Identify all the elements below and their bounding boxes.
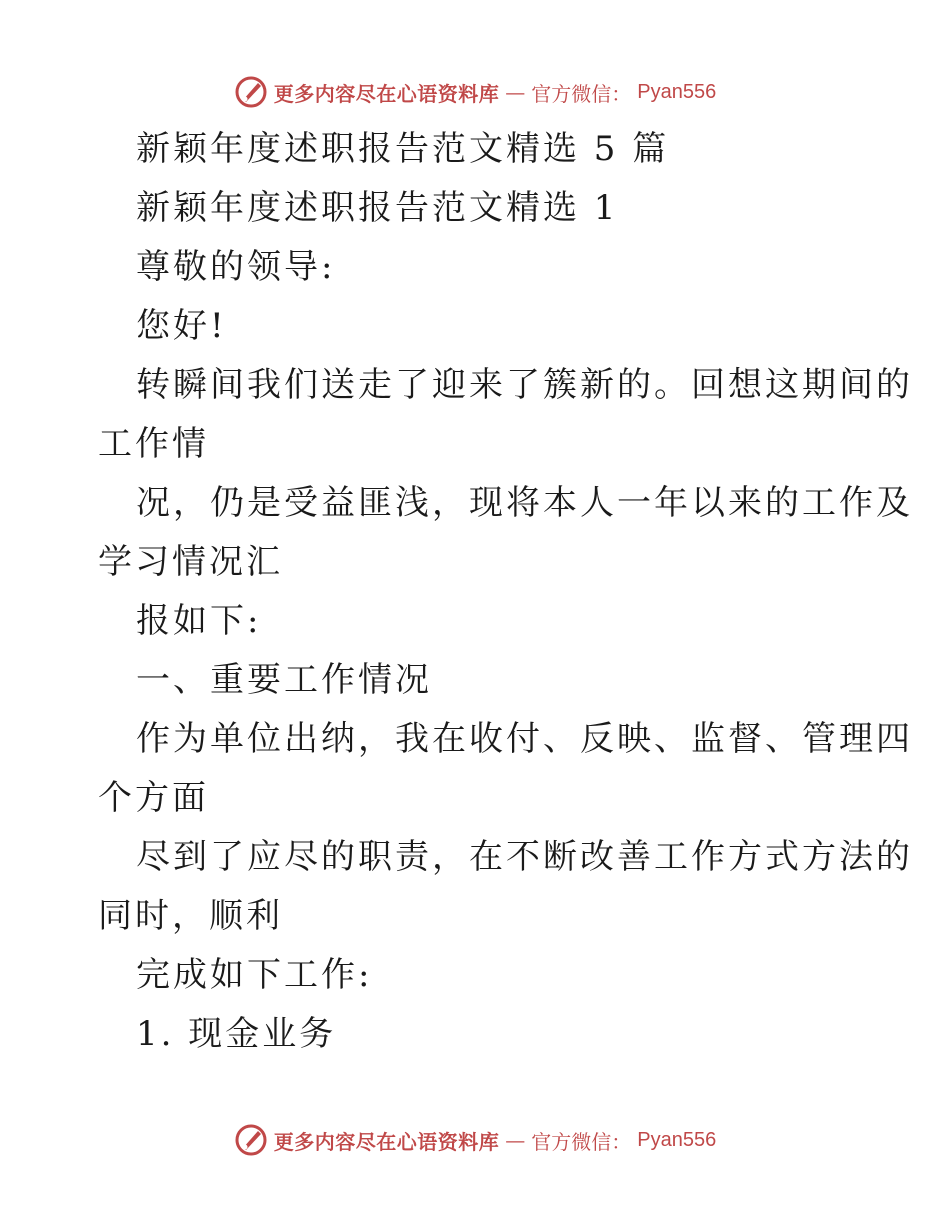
paragraph-line: 学习情况汇 <box>98 542 283 582</box>
paragraph-line: 况，仍是受益匪浅，现将本人一年以来的工作及 <box>136 483 913 523</box>
footer-watermark <box>0 1120 950 1160</box>
watermark-dash: — <box>505 80 526 104</box>
watermark-wechat-id: Pyan556 <box>637 80 717 103</box>
paragraph-line: 工作情 <box>98 424 209 464</box>
feather-pen-logo-icon <box>234 1123 268 1157</box>
salutation: 尊敬的领导: <box>136 247 336 287</box>
header-watermark <box>0 72 950 112</box>
subheading: 一、重要工作情况 <box>136 660 432 700</box>
feather-pen-logo-icon <box>234 75 268 109</box>
document-title: 新颖年度述职报告范文精选 5 篇 <box>136 129 670 169</box>
list-item-heading: 1. 现金业务 <box>136 1014 337 1054</box>
watermark-dash: — <box>505 1128 526 1152</box>
section-title: 新颖年度述职报告范文精选 1 <box>136 188 619 228</box>
paragraph-line: 转瞬间我们送走了迎来了簇新的。回想这期间的 <box>136 365 913 405</box>
paragraph-line: 同时，顺利 <box>98 896 283 936</box>
watermark-wechat-label: 官方微信： <box>531 81 632 106</box>
paragraph-line: 完成如下工作: <box>136 955 373 995</box>
watermark-wechat-label: 官方微信： <box>531 1129 632 1154</box>
watermark-text: 更多内容尽在心语资料库 <box>273 81 500 106</box>
paragraph-line: 报如下: <box>136 601 262 641</box>
watermark-wechat-id: Pyan556 <box>637 1128 717 1151</box>
greeting: 您好! <box>136 306 227 346</box>
paragraph-line: 个方面 <box>98 778 209 818</box>
paragraph-line: 尽到了应尽的职责，在不断改善工作方式方法的 <box>136 837 913 877</box>
watermark-text: 更多内容尽在心语资料库 <box>273 1129 500 1154</box>
paragraph-line: 作为单位出纳，我在收付、反映、监督、管理四 <box>136 719 913 759</box>
document-body <box>98 120 913 1064</box>
